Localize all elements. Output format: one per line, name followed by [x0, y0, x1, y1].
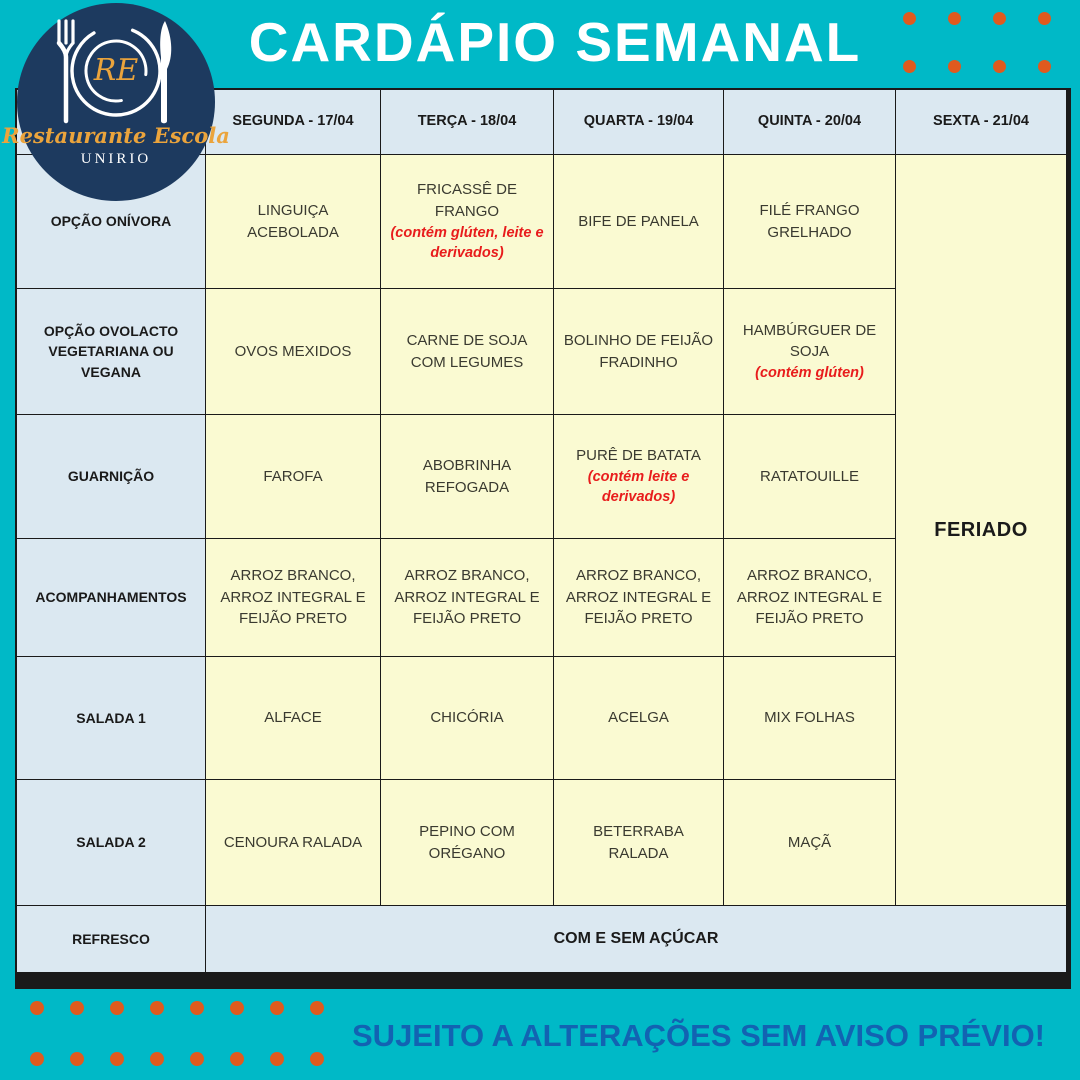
dot-icon [310, 1052, 324, 1066]
menu-cell [554, 289, 723, 414]
menu-cell [381, 289, 553, 414]
day-header-terca: TERÇA - 18/04 [381, 90, 553, 154]
menu-cell [554, 780, 723, 905]
menu-cell [724, 539, 895, 656]
menu-cell [554, 415, 723, 538]
day-header-sexta: SEXTA - 21/04 [896, 90, 1066, 154]
menu-cell [206, 657, 380, 779]
menu-cell [381, 657, 553, 779]
dish-name: BOLINHO DE FEIJÃO FRADINHO [563, 331, 714, 371]
row-label-guarnicao: GUARNIÇÃO [17, 415, 205, 538]
dot-icon [110, 1001, 124, 1015]
dot-icon [230, 1001, 244, 1015]
dish-name: FILÉ FRANGO GRELHADO [759, 201, 860, 241]
dot-icon [230, 1052, 244, 1066]
dish-name: LINGUIÇA ACEBOLADA [247, 201, 339, 241]
dish-name: MAÇÃ [787, 833, 832, 851]
menu-cell [724, 657, 895, 779]
dish-name: ABOBRINHA REFOGADA [422, 456, 512, 496]
dot-icon [110, 1052, 124, 1066]
allergen-note: (contém leite e derivados) [587, 469, 690, 506]
dish-name: ARROZ BRANCO, ARROZ INTEGRAL E FEIJÃO PRETO [394, 566, 540, 628]
dish-name: ARROZ BRANCO, ARROZ INTEGRAL E FEIJÃO PRETO [736, 566, 883, 628]
menu-cell [381, 415, 553, 538]
dot-icon [150, 1001, 164, 1015]
dish-name: CARNE DE SOJA COM LEGUMES [406, 331, 528, 371]
dot-icon [1038, 12, 1051, 25]
menu-cell [724, 415, 895, 538]
dish-name: ALFACE [264, 709, 322, 727]
dish-name: CHICÓRIA [430, 709, 504, 727]
dish-name: PURÊ DE BATATA [576, 447, 701, 465]
menu-cell [554, 657, 723, 779]
dish-name: FRICASSÊ DE FRANGO [416, 181, 518, 221]
dot-icon [310, 1001, 324, 1015]
row-label-salada-1: SALADA 1 [17, 657, 205, 779]
dot-icon [30, 1001, 44, 1015]
dish-name: OVOS MEXIDOS [234, 342, 352, 360]
dot-pattern-top-right [903, 12, 1051, 73]
day-header-quinta: QUINTA - 20/04 [724, 90, 895, 154]
restaurant-logo [2, 3, 230, 201]
weekly-menu-table [15, 88, 1071, 989]
dish-name: ACELGA [608, 709, 669, 727]
day-header-segunda: SEGUNDA - 17/04 [206, 90, 380, 154]
menu-cell [206, 289, 380, 414]
dot-icon [903, 12, 916, 25]
logo-university-name: UNIRIO [80, 151, 152, 167]
holiday-cell [896, 155, 1066, 905]
dot-icon [993, 12, 1006, 25]
dot-icon [190, 1052, 204, 1066]
menu-cell [724, 780, 895, 905]
page-title: CARDÁPIO SEMANAL [248, 11, 862, 73]
menu-cell [206, 780, 380, 905]
dot-icon [1038, 60, 1051, 73]
dot-icon [948, 60, 961, 73]
menu-cell [206, 155, 380, 288]
dot-icon [270, 1001, 284, 1015]
menu-cell [206, 539, 380, 656]
row-label-opcao-ovolacto: OPÇÃO OVOLACTO VEGETARIANA OU VEGANA [17, 289, 205, 414]
dot-icon [993, 60, 1006, 73]
dot-icon [70, 1001, 84, 1015]
logo-restaurant-name: Restaurante Escola [2, 123, 230, 148]
day-header-quarta: QUARTA - 19/04 [554, 90, 723, 154]
plate-fork-knife-icon [51, 17, 181, 129]
dot-icon [270, 1052, 284, 1066]
allergen-note: (contém glúten, leite e derivados) [390, 224, 544, 262]
dish-name: RATATOUILLE [760, 467, 859, 485]
allergen-note: (contém glúten) [755, 365, 864, 382]
holiday-label: FERIADO [934, 518, 1028, 541]
row-label-acompanhamentos: ACOMPANHAMENTOS [17, 539, 205, 656]
dot-icon [70, 1052, 84, 1066]
menu-cell [381, 539, 553, 656]
dish-name: PEPINO COM ORÉGANO [419, 822, 515, 862]
dish-name: CENOURA RALADA [223, 833, 363, 851]
refresco-value: COM E SEM AÇÚCAR [553, 930, 719, 948]
dish-name: ARROZ BRANCO, ARROZ INTEGRAL E FEIJÃO PRETO [565, 566, 712, 628]
menu-cell [381, 780, 553, 905]
row-label-opcao-onivora: OPÇÃO ONÍVORA [17, 155, 205, 288]
dish-name: FAROFA [263, 467, 323, 485]
menu-cell [554, 539, 723, 656]
row-label-salada-2: SALADA 2 [17, 780, 205, 905]
dot-icon [30, 1052, 44, 1066]
dish-name: BETERRABA RALADA [593, 822, 684, 862]
dish-name: ARROZ BRANCO, ARROZ INTEGRAL E FEIJÃO PRETO [220, 566, 366, 628]
dish-name: MIX FOLHAS [764, 709, 855, 727]
logo-monogram: RE [93, 53, 139, 88]
dot-icon [190, 1001, 204, 1015]
menu-cell [724, 155, 895, 288]
dot-icon [948, 12, 961, 25]
row-label-refresco: REFRESCO [17, 906, 205, 972]
dish-name: HAMBÚRGUER DE SOJA [742, 321, 877, 361]
menu-cell [724, 289, 895, 414]
dot-icon [150, 1052, 164, 1066]
dish-name: BIFE DE PANELA [578, 212, 699, 230]
menu-cell [381, 155, 553, 288]
menu-cell [554, 155, 723, 288]
refresco-cell [206, 906, 1066, 972]
dot-pattern-bottom-left [30, 1001, 324, 1066]
menu-cell [206, 415, 380, 538]
dot-icon [903, 60, 916, 73]
footer-notice: SUJEITO A ALTERAÇÕES SEM AVISO PRÉVIO! [352, 1018, 1046, 1053]
